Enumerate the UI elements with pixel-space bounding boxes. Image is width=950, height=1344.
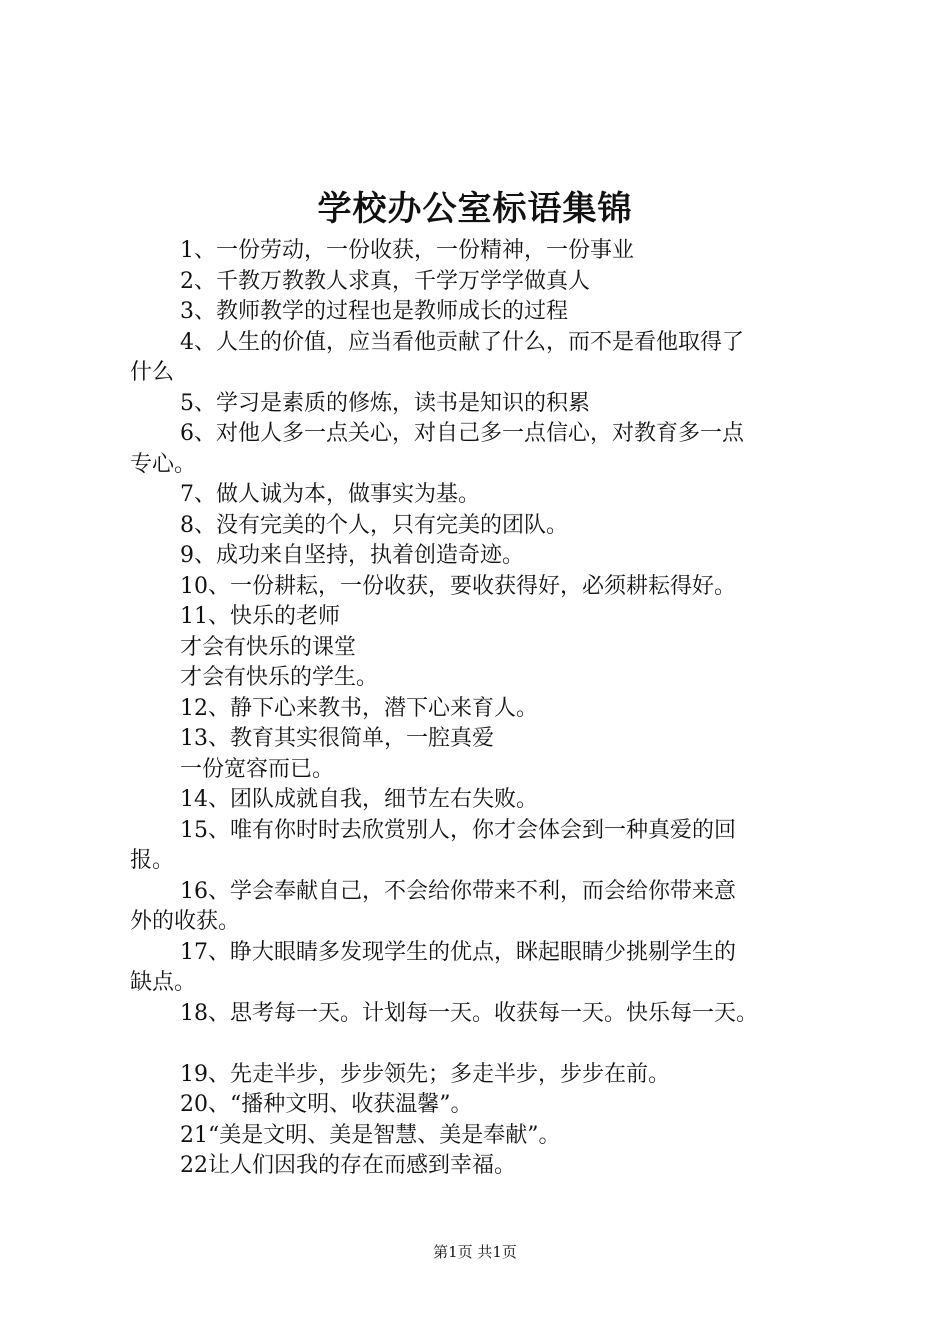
slogan-line: 18、思考每一天。计划每一天。收获每一天。快乐每一天。 [180,1000,758,1026]
slogan-line-continuation: 外的收获。 [130,909,241,934]
slogan-line: 16、学会奉献自己，不会给你带来不利，而会给你带来意 [180,878,736,904]
slogan-line-continuation: 缺点。 [130,970,197,995]
slogan-line: 21“美是文明、美是智慧、美是奉献”。 [180,1122,561,1148]
slogan-line: 才会有快乐的课堂 [180,634,357,660]
slogan-line: 才会有快乐的学生。 [180,665,379,690]
slogan-line-continuation: 什么 [130,360,175,385]
slogan-line: 20、“播种文明、收获温馨”。 [180,1092,473,1117]
slogan-line: 19、先走半步，步步领先；多走半步，步步在前。 [180,1061,670,1087]
slogan-line: 2、千教万教教人求真，千学万学学做真人 [180,268,590,294]
page-footer: 第1页 共1页 [433,1243,517,1261]
document-title: 学校办公室标语集锦 [317,189,633,229]
slogan-line: 10、一份耕耘，一份收获，要收获得好，必须耕耘得好。 [180,573,736,599]
slogan-line: 11、快乐的老师 [180,604,340,629]
slogan-line: 13、教育其实很简单，一腔真爱 [180,726,494,751]
slogan-line-continuation: 报。 [130,848,175,873]
document-body [130,236,835,1182]
slogan-line-continuation: 专心。 [130,451,197,477]
slogan-line: 6、对他人多一点关心，对自己多一点信心，对教育多一点 [180,421,744,446]
slogan-line: 9、成功来自坚持，执着创造奇迹。 [180,543,524,568]
slogan-line: 22让人们因我的存在而感到幸福。 [180,1153,516,1178]
slogan-line: 7、做人诚为本，做事实为基。 [180,482,480,507]
slogan-line: 5、学习是素质的修炼，读书是知识的积累 [180,390,590,416]
slogan-line: 8、没有完美的个人，只有完美的团队。 [180,512,568,538]
slogan-line: 1、一份劳动，一份收获，一份精神，一份事业 [180,238,634,263]
slogan-line: 4、人生的价值，应当看他贡献了什么，而不是看他取得了 [180,329,744,355]
slogan-line: 14、团队成就自我，细节左右失败。 [180,787,538,812]
slogan-line: 15、唯有你时时去欣赏别人，你才会体会到一种真爱的回 [180,817,736,843]
slogan-line: 一份宽容而已。 [180,756,335,782]
slogan-line: 17、睁大眼睛多发现学生的优点，眯起眼睛少挑剔学生的 [180,939,736,965]
blank-line [130,1029,835,1060]
slogan-line: 12、静下心来教书，潜下心来育人。 [180,695,538,721]
slogan-line: 3、教师教学的过程也是教师成长的过程 [180,299,568,324]
